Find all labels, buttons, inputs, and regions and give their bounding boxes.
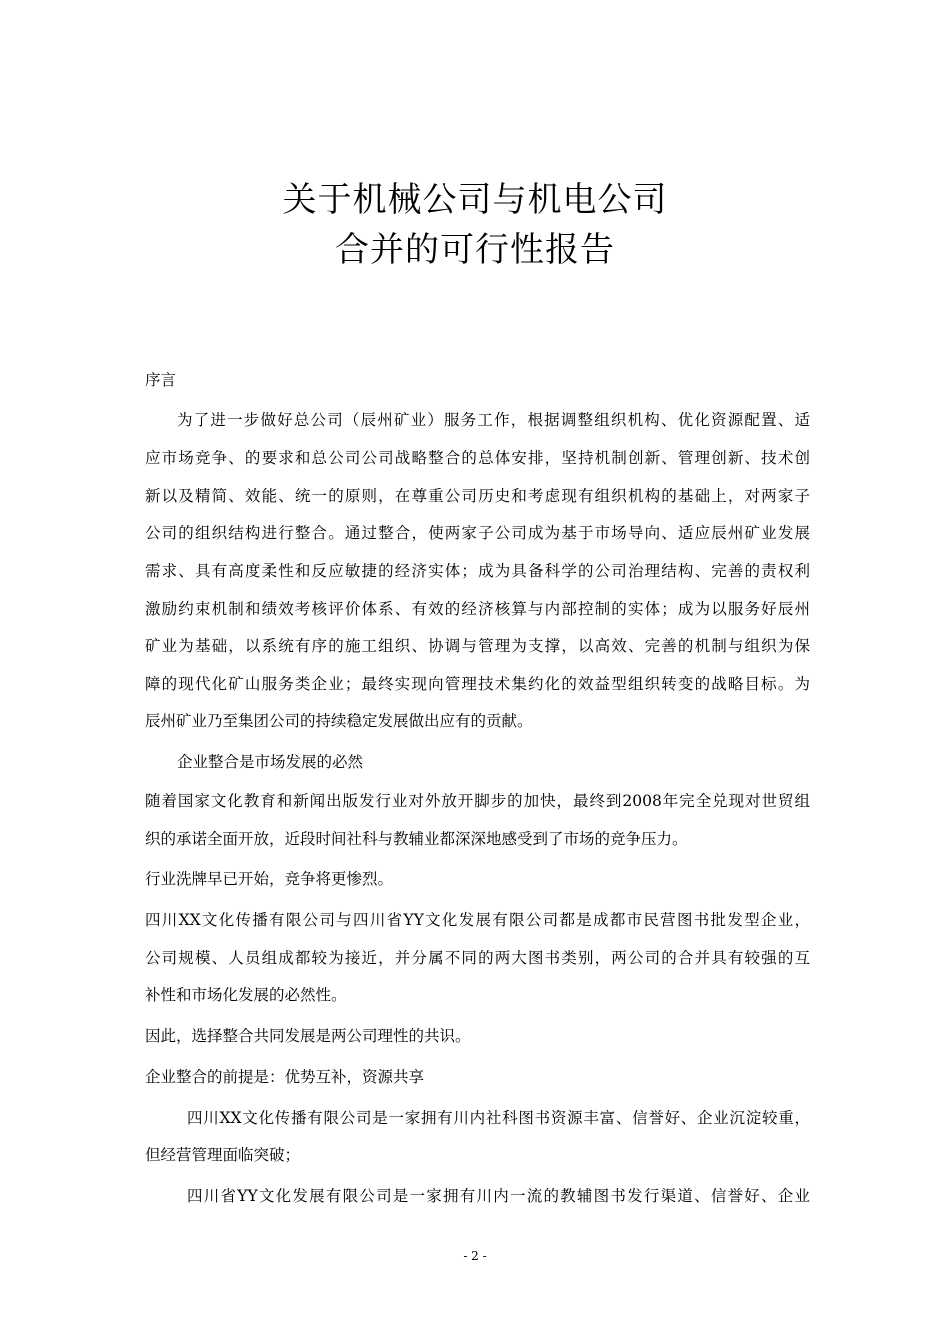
preface-heading: 序言: [145, 371, 177, 389]
paragraph-line: 为了进一步做好总公司（辰州矿业）服务工作，根据调整组织机构、优化资源配置、适: [177, 411, 810, 429]
paragraph-line: 激励约束机制和绩效考核评价体系、有效的经济核算与内部控制的实体；成为以服务好辰州: [145, 600, 810, 618]
paragraph-line: 因此，选择整合共同发展是两公司理性的共识。: [145, 1027, 471, 1045]
page-number: - 2 -: [463, 1249, 487, 1263]
paragraph-line: 补性和市场化发展的必然性。: [145, 986, 347, 1004]
paragraph-line: 四川省YY文化发展有限公司是一家拥有川内一流的教辅图书发行渠道、信誉好、企业: [187, 1187, 810, 1205]
paragraph-line: 随着国家文化教育和新闻出版发行业对外放开脚步的加快，最终到2008年完全兑现对世贸组: [145, 792, 810, 810]
paragraph-line: 但经营管理面临突破；: [145, 1146, 301, 1164]
paragraph-line: 需求、具有高度柔性和反应敏捷的经济实体；成为具备科学的公司治理结构、完善的责权利: [145, 562, 810, 580]
paragraph-line: 应市场竞争、的要求和总公司公司战略整合的总体安排，坚持机制创新、管理创新、技术创: [145, 449, 810, 467]
paragraph-line: 障的现代化矿山服务类企业；最终实现向管理技术集约化的效益型组织转变的战略目标。为: [145, 675, 810, 693]
paragraph-line: 织的承诺全面开放，近段时间社科与教辅业都深深地感受到了市场的竞争压力。: [145, 830, 688, 848]
document-title-line-1: 关于机械公司与机电公司: [282, 180, 668, 220]
section-heading: 企业整合的前提是：优势互补，资源共享: [145, 1068, 425, 1086]
paragraph-line: 行业洗牌早已开始，竞争将更惨烈。: [145, 870, 394, 888]
document-title-line-2: 合并的可行性报告: [335, 230, 615, 270]
section-heading: 企业整合是市场发展的必然: [177, 753, 364, 771]
paragraph-line: 四川XX文化传播有限公司是一家拥有川内社科图书资源丰富、信誉好、企业沉淀较重，: [187, 1109, 810, 1127]
paragraph-line: 公司规模、人员组成都较为接近，并分属不同的两大图书类别，两公司的合并具有较强的互: [145, 949, 810, 967]
paragraph-line: 新以及精简、效能、统一的原则，在尊重公司历史和考虑现有组织机构的基础上，对两家子: [145, 487, 810, 505]
paragraph-line: 公司的组织结构进行整合。通过整合，使两家子公司成为基于市场导向、适应辰州矿业发展: [145, 524, 810, 542]
paragraph-line: 四川XX文化传播有限公司与四川省YY文化发展有限公司都是成都市民营图书批发型企业，: [145, 911, 810, 929]
paragraph-line: 矿业为基础，以系统有序的施工组织、协调与管理为支撑，以高效、完善的机制与组织为保: [145, 637, 810, 655]
paragraph-line: 辰州矿业乃至集团公司的持续稳定发展做出应有的贡献。: [145, 712, 533, 730]
